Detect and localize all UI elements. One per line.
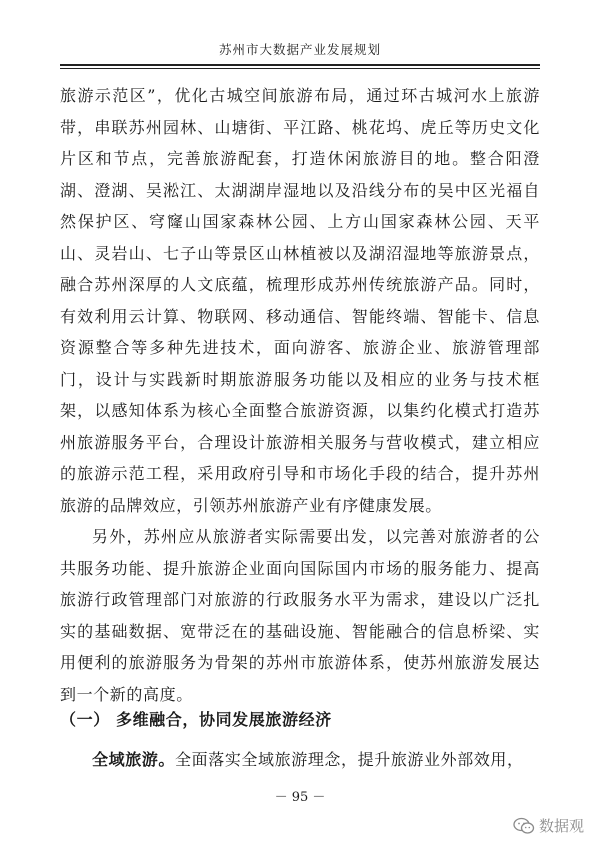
page-header	[60, 40, 540, 62]
paragraph-lead: 全域旅游。	[92, 750, 176, 769]
section-heading: （一） 多维融合，协同发展旅游经济	[60, 710, 332, 729]
watermark	[513, 815, 584, 836]
body-text	[60, 80, 540, 710]
header-rule-thin	[60, 68, 540, 69]
paragraph-3	[60, 747, 540, 770]
paragraph-3-text: 全面落实全域旅游理念，提升旅游业外部效用，	[175, 750, 524, 769]
wechat-icon	[513, 817, 535, 835]
header-title: 苏州市大数据产业发展规划	[218, 42, 381, 57]
paragraph-1: 旅游示范区”，优化古城空间旅游布局，通过环古城河水上旅游带，串联苏州园林、山塘街、平江路、桃花坞、虎丘等历史文化片区和节点，完善旅游配套，打造休闲旅游目的地。整合阳澄湖、澄湖、吴淞江、太湖湖岸湿地以及沿线分布的吴中区光福自然保护区、穹窿山国家森林公园、上方山国家森林公园、天平山、灵岩山、七子山等景区山林植被以及湖沼湿地等旅游景点，融合苏州深厚的人文底蕴，梳理形成苏州传统旅游产品。同时，有效利用云计算、物联网、移动通信、智能终端、智能卡、信息资源整合等多种先进技术，面向游客、旅游企业、旅游管理部门，设计与实践新时期旅游服务功能以及相应的业务与技术框架，以感知体系为核心全面整合旅游资源，以集约化模式打造苏州旅游服务平台，合理设计旅游相关服务与营收模式，建立相应的旅游示范工程，采用政府引导和市场化手段的结合，提升苏州旅游的品牌效应，引领苏州旅游产业有序健康发展。	[60, 86, 540, 515]
page-number: － 95 －	[274, 790, 326, 805]
watermark-text: 数据观	[538, 817, 584, 835]
header-rule-thick	[60, 64, 540, 66]
paragraph-2: 另外，苏州应从旅游者实际需要出发，以完善对旅游者的公共服务功能、提升旅游企业面向国际国内市场的服务能力、提高旅游行政管理部门对旅游的行政服务水平为需求，建设以广泛扎实的基础数据、宽带泛在的基础设施、智能融合的信息桥梁、实用便利的旅游服务为骨架的苏州市旅游体系，使苏州旅游发展达到一个新的高度。	[60, 527, 540, 704]
